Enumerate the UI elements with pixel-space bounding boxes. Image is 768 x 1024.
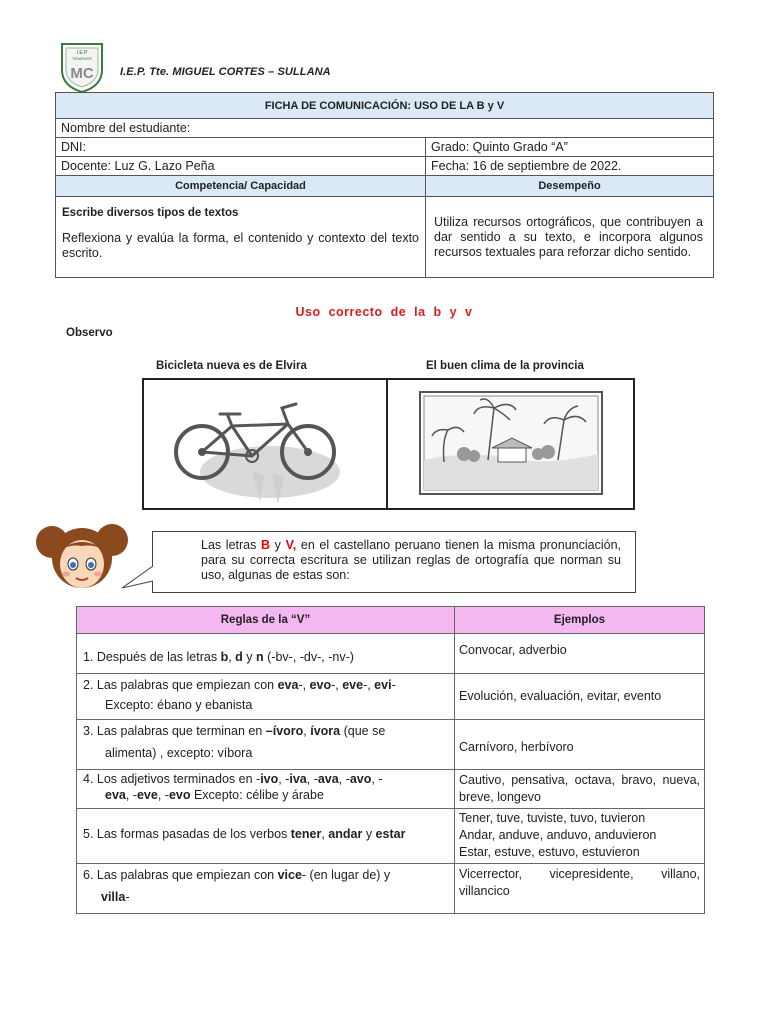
worksheet-title: FICHA DE COMUNICACIÓN: USO DE LA B y V bbox=[56, 93, 714, 119]
grade-field: Grado: Quinto Grado “A” bbox=[426, 138, 714, 157]
info-speech-bubble bbox=[152, 531, 636, 593]
rule-4: 4. Los adjetivos terminados en -ivo, -iva, -ava, -avo, - eva, -eve, -evo Excepto: célibe y árabe bbox=[77, 770, 455, 809]
rules-table bbox=[76, 606, 705, 914]
rule-3: 3. Las palabras que terminan en –ívoro, ívora (que se alimenta) , excepto: víbora bbox=[77, 720, 455, 770]
school-logo bbox=[58, 40, 106, 94]
date-field: Fecha: 16 de septiembre de 2022. bbox=[426, 157, 714, 176]
rule-2: 2. Las palabras que empiezan con eva-, evo-, eve-, evi- Excepto: ébano y ebanista bbox=[77, 674, 455, 720]
example-4: Cautivo, pensativa, octava, bravo, nueva, breve, longevo bbox=[455, 770, 705, 809]
rule-6: 6. Las palabras que empiezan con vice- (en lugar de) y villa- bbox=[77, 864, 455, 914]
bubble-text: y bbox=[270, 538, 286, 552]
performance-text: Utiliza recursos ortográficos, que contribuyen a dar sentido a su texto, e incorpora algunos recursos textuales para reforzar dicho sentido. bbox=[426, 197, 714, 278]
info-table bbox=[55, 92, 714, 278]
svg-text:MC: MC bbox=[70, 65, 94, 82]
observe-label: Observo bbox=[66, 327, 113, 339]
dni-field: DNI: bbox=[56, 138, 426, 157]
competency-header: Competencia/ Capacidad bbox=[56, 176, 426, 197]
landscape-illustration bbox=[418, 390, 604, 496]
bicycle-illustration bbox=[160, 390, 370, 506]
example-5: Tener, tuve, tuviste, tuvo, tuvieron Andar, anduve, anduvo, anduvieron Estar, estuve, estuvo, estuvieron bbox=[455, 809, 705, 864]
example-6: Vicerrector, vicepresidente, villano, villancico bbox=[455, 864, 705, 914]
example-3: Carnívoro, herbívoro bbox=[455, 720, 705, 770]
speech-bubble-tail bbox=[120, 556, 170, 596]
example-2: Evolución, evaluación, evitar, evento bbox=[455, 674, 705, 720]
bubble-text: Las letras bbox=[201, 538, 261, 552]
letter-b: B bbox=[261, 538, 271, 552]
performance-header: Desempeño bbox=[426, 176, 714, 197]
competency-cell bbox=[56, 197, 426, 278]
caption-landscape: El buen clima de la provincia bbox=[426, 360, 584, 372]
bubble-text: en el castellano peruano tienen la misma pronunciación, para su correcta escritura se utilizan reglas de ortografía que norman su uso, algunas de estas son: bbox=[201, 538, 621, 582]
student-name-field: Nombre del estudiante: bbox=[56, 119, 714, 138]
competency-text: Reflexiona y evalúa la forma, el contenido y contexto del texto escrito. bbox=[62, 231, 419, 260]
letter-v: V, bbox=[285, 538, 297, 552]
rule-5: 5. Las formas pasadas de los verbos tener, andar y estar bbox=[77, 809, 455, 864]
svg-text:TENIENTE: TENIENTE bbox=[72, 56, 92, 61]
competency-title: Escribe diversos tipos de textos bbox=[62, 207, 239, 219]
rule-1: 1. Después de las letras b, d y n (-bv-, -dv-, -nv-) bbox=[77, 634, 455, 674]
lesson-title: Uso correcto de la b y v bbox=[295, 305, 473, 319]
image-frame-divider bbox=[386, 378, 388, 510]
school-name: I.E.P. Tte. MIGUEL CORTES – SULLANA bbox=[120, 66, 331, 78]
example-1: Convocar, adverbio bbox=[455, 634, 705, 674]
caption-bicycle: Bicicleta nueva es de Elvira bbox=[156, 360, 307, 372]
rules-header: Reglas de la “V” bbox=[77, 607, 455, 634]
svg-text:I.E.P: I.E.P bbox=[76, 50, 88, 56]
examples-header: Ejemplos bbox=[455, 607, 705, 634]
teacher-field: Docente: Luz G. Lazo Peña bbox=[56, 157, 426, 176]
